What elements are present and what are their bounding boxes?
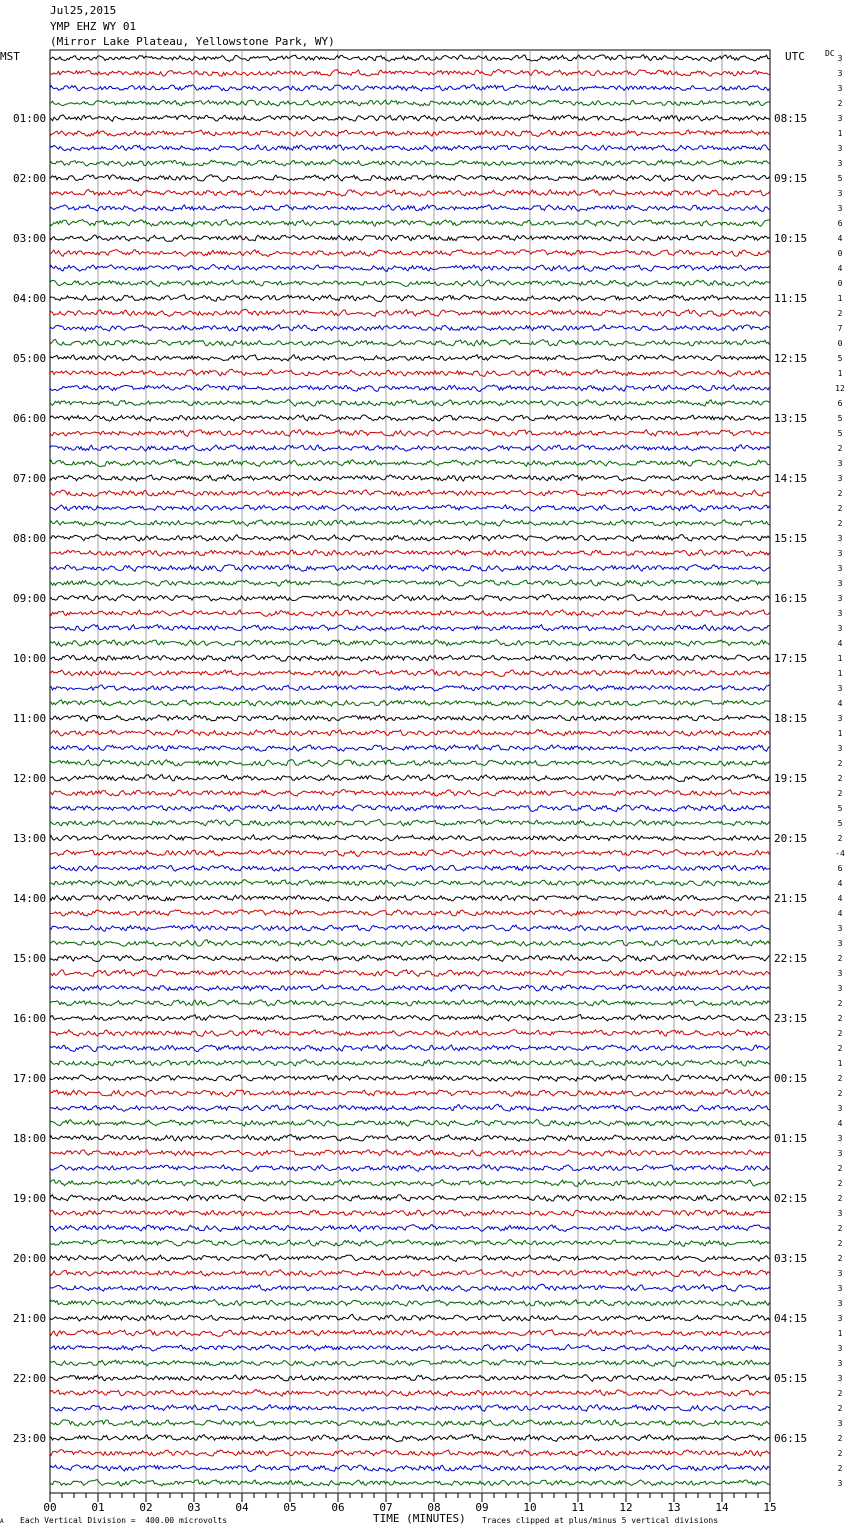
dc-offset-value: 2 [837, 954, 843, 963]
dc-offset-value: 2 [837, 834, 843, 843]
dc-label: DC [825, 49, 835, 58]
seismic-trace [50, 970, 770, 977]
hour-label-mst: 14:00 [13, 892, 47, 905]
hour-label-mst: 06:00 [13, 412, 47, 425]
seismic-trace [50, 1150, 770, 1157]
seismic-trace [50, 640, 770, 647]
seismic-trace [50, 309, 770, 316]
dc-offset-value: 5 [837, 804, 843, 813]
seismic-trace [50, 265, 770, 272]
dc-offset-value: 2 [837, 1389, 843, 1398]
seismic-trace [50, 655, 770, 662]
seismic-trace [50, 385, 770, 392]
seismic-trace [50, 1420, 770, 1426]
seismic-trace [50, 1330, 770, 1337]
dc-offset-value: 12 [835, 384, 845, 393]
seismic-trace [50, 1300, 770, 1306]
dc-offset-value: 2 [837, 1044, 843, 1053]
seismic-trace [50, 1240, 770, 1247]
seismic-trace [50, 55, 770, 62]
dc-offset-value: 1 [837, 1059, 843, 1068]
dc-offset-value: 3 [837, 924, 843, 933]
hour-label-mst: 17:00 [13, 1072, 47, 1085]
seismic-trace [50, 535, 770, 542]
hour-label-utc: 08:15 [774, 112, 808, 125]
hour-label-mst: 20:00 [13, 1252, 47, 1265]
x-axis-title: TIME (MINUTES) [373, 1512, 466, 1525]
x-tick-label: 11 [571, 1501, 585, 1514]
seismic-trace [50, 490, 770, 497]
dc-offset-value: 3 [837, 459, 843, 468]
dc-offset-value: 2 [837, 1254, 843, 1263]
seismic-trace [50, 1090, 770, 1097]
hour-label-utc: 23:15 [774, 1012, 808, 1025]
seismic-trace [50, 1000, 770, 1006]
x-tick-label: 12 [619, 1501, 633, 1514]
seismic-trace [50, 100, 770, 106]
dc-offset-value: 2 [837, 504, 843, 513]
x-tick-label: 01 [91, 1501, 105, 1514]
hour-label-utc: 01:15 [774, 1132, 808, 1145]
seismic-trace [50, 1375, 770, 1381]
hour-label-mst: 11:00 [13, 712, 47, 725]
dc-offset-value: 3 [837, 1359, 843, 1368]
x-tick-label: 09 [475, 1501, 489, 1514]
dc-offset-value: 1 [837, 129, 843, 138]
seismic-trace [50, 715, 770, 721]
dc-offset-value: 6 [837, 399, 843, 408]
seismic-trace [50, 1270, 770, 1277]
dc-offset-value: 2 [837, 1194, 843, 1203]
dc-offset-value: 3 [837, 684, 843, 693]
seismic-trace [50, 940, 770, 947]
hour-label-utc: 18:15 [774, 712, 808, 725]
seismic-trace [50, 610, 770, 616]
dc-offset-value: 5 [837, 354, 843, 363]
dc-offset-value: 4 [837, 894, 843, 903]
seismic-trace [50, 955, 770, 962]
dc-offset-value: 3 [837, 969, 843, 978]
seismic-trace [50, 565, 770, 572]
hour-label-utc: 19:15 [774, 772, 808, 785]
hour-label-mst: 23:00 [13, 1432, 47, 1445]
dc-offset-value: 3 [837, 1479, 843, 1488]
dc-offset-value: 3 [837, 1134, 843, 1143]
seismic-trace [50, 1314, 770, 1321]
seismic-trace [50, 145, 770, 151]
dc-offset-value: 3 [837, 1269, 843, 1278]
dc-offset-value: 2 [837, 1239, 843, 1248]
hour-label-utc: 21:15 [774, 892, 808, 905]
footer-mark: A [0, 1518, 4, 1525]
dc-offset-value: 3 [837, 1419, 843, 1428]
dc-offset-value: 3 [837, 594, 843, 603]
hour-label-utc: 13:15 [774, 412, 808, 425]
seismic-trace [50, 850, 770, 857]
x-tick-label: 02 [139, 1501, 153, 1514]
station-code: YMP EHZ WY 01 [50, 20, 137, 33]
seismic-trace [50, 369, 770, 376]
seismic-trace [50, 700, 770, 706]
seismic-trace [50, 1104, 770, 1111]
dc-offset-value: 3 [837, 1284, 843, 1293]
hour-label-utc: 06:15 [774, 1432, 808, 1445]
dc-offset-value: 3 [837, 1374, 843, 1383]
seismic-trace [50, 985, 770, 991]
hour-label-mst: 05:00 [13, 352, 47, 365]
x-tick-label: 04 [235, 1501, 249, 1514]
x-tick-label: 15 [763, 1501, 777, 1514]
seismic-trace [50, 1015, 770, 1021]
seismic-trace [50, 1255, 770, 1262]
seismic-trace [50, 1465, 770, 1472]
seismic-trace [50, 220, 770, 227]
dc-offset-value: 4 [837, 699, 843, 708]
seismic-trace [50, 339, 770, 346]
hour-label-mst: 02:00 [13, 172, 47, 185]
dc-offset-value: 2 [837, 99, 843, 108]
hour-label-mst: 15:00 [13, 952, 47, 965]
hour-label-mst: 12:00 [13, 772, 47, 785]
hour-label-mst: 18:00 [13, 1132, 47, 1145]
dc-offset-value: 4 [837, 234, 843, 243]
dc-offset-value: 3 [837, 474, 843, 483]
seismic-trace [50, 550, 770, 556]
dc-offset-value: 2 [837, 1074, 843, 1083]
dc-offset-value: 6 [837, 219, 843, 228]
seismic-trace [50, 595, 770, 602]
seismic-trace [50, 1435, 770, 1442]
dc-offset-value: 3 [837, 939, 843, 948]
hour-label-mst: 01:00 [13, 112, 47, 125]
dc-offset-value: 5 [837, 429, 843, 438]
seismic-trace [50, 775, 770, 782]
hour-label-mst: 08:00 [13, 532, 47, 545]
dc-offset-value: 3 [837, 549, 843, 558]
hour-label-utc: 12:15 [774, 352, 808, 365]
dc-offset-value: 2 [837, 1434, 843, 1443]
seismic-trace [50, 205, 770, 212]
dc-offset-value: 3 [837, 1299, 843, 1308]
hour-label-mst: 21:00 [13, 1312, 47, 1325]
seismic-trace [50, 295, 770, 302]
hour-label-mst: 04:00 [13, 292, 47, 305]
seismic-trace [50, 1075, 770, 1081]
plot-date: Jul25,2015 [50, 4, 117, 17]
seismic-trace [50, 280, 770, 287]
dc-offset-value: 4 [837, 909, 843, 918]
hour-label-mst: 19:00 [13, 1192, 47, 1205]
dc-offset-value: 3 [837, 189, 843, 198]
seismic-trace [50, 820, 770, 826]
hour-label-utc: 11:15 [774, 292, 808, 305]
seismic-trace [50, 355, 770, 361]
dc-offset-value: 2 [837, 444, 843, 453]
x-tick-label: 03 [187, 1501, 201, 1514]
hour-label-utc: 00:15 [774, 1072, 808, 1085]
seismic-trace [50, 1225, 770, 1232]
dc-offset-value: 4 [837, 879, 843, 888]
x-tick-label: 00 [43, 1501, 57, 1514]
seismic-trace [50, 685, 770, 691]
seismic-trace [50, 325, 770, 331]
seismic-trace [50, 910, 770, 916]
hour-label-mst: 22:00 [13, 1372, 47, 1385]
dc-offset-value: 2 [837, 1014, 843, 1023]
dc-offset-value: 3 [837, 1104, 843, 1113]
dc-offset-value: 2 [837, 1179, 843, 1188]
dc-offset-value: 2 [837, 789, 843, 798]
hour-label-mst: 16:00 [13, 1012, 47, 1025]
seismic-trace [50, 475, 770, 482]
hour-label-utc: 05:15 [774, 1372, 808, 1385]
seismic-trace [50, 400, 770, 406]
dc-offset-value: 0 [837, 249, 843, 258]
dc-offset-value: 6 [837, 864, 843, 873]
dc-offset-value: 3 [837, 624, 843, 633]
dc-offset-value: 3 [837, 114, 843, 123]
seismic-trace [50, 1480, 770, 1486]
seismic-trace [50, 1165, 770, 1172]
x-tick-label: 10 [523, 1501, 537, 1514]
x-tick-label: 08 [427, 1501, 441, 1514]
dc-offset-value: 1 [837, 654, 843, 663]
seismic-trace [50, 670, 770, 677]
seismic-trace [50, 895, 770, 901]
dc-offset-value: 3 [837, 69, 843, 78]
dc-offset-value: 3 [837, 609, 843, 618]
seismic-trace [50, 460, 770, 467]
seismic-trace [50, 1120, 770, 1127]
seismic-trace [50, 1360, 770, 1366]
dc-offset-value: 3 [837, 984, 843, 993]
seismic-trace [50, 505, 770, 512]
dc-offset-value: 1 [837, 294, 843, 303]
dc-offset-value: 3 [837, 714, 843, 723]
seismic-trace [50, 1135, 770, 1142]
seismic-trace [50, 415, 770, 421]
dc-offset-value: 2 [837, 1089, 843, 1098]
hour-label-utc: 04:15 [774, 1312, 808, 1325]
dc-offset-value: 3 [837, 204, 843, 213]
dc-offset-value: 3 [837, 1209, 843, 1218]
seismic-trace [50, 835, 770, 841]
hour-label-utc: 16:15 [774, 592, 808, 605]
dc-offset-value: 2 [837, 774, 843, 783]
seismic-trace [50, 789, 770, 796]
seismic-trace [50, 1030, 770, 1037]
seismic-trace [50, 805, 770, 812]
seismic-trace [50, 1344, 770, 1351]
dc-offset-value: 3 [837, 744, 843, 753]
seismic-trace [50, 1284, 770, 1291]
x-tick-label: 14 [715, 1501, 729, 1514]
dc-offset-value: 5 [837, 819, 843, 828]
dc-offset-value: 3 [837, 144, 843, 153]
right-timezone-label: UTC [785, 50, 805, 63]
seismic-trace [50, 580, 770, 586]
dc-offset-value: 0 [837, 339, 843, 348]
x-tick-label: 06 [331, 1501, 345, 1514]
dc-offset-value: 2 [837, 1224, 843, 1233]
dc-offset-value: 7 [837, 324, 843, 333]
hour-label-utc: 09:15 [774, 172, 808, 185]
clip-note: Traces clipped at plus/minus 5 vertical divisions [482, 1516, 719, 1525]
seismic-trace [50, 1195, 770, 1202]
seismic-trace [50, 625, 770, 631]
seismic-trace [50, 190, 770, 197]
dc-offset-value: 5 [837, 414, 843, 423]
dc-offset-value: 4 [837, 639, 843, 648]
dc-offset-value: 3 [837, 534, 843, 543]
hour-label-utc: 14:15 [774, 472, 808, 485]
dc-offset-value: 2 [837, 1449, 843, 1458]
hour-label-utc: 03:15 [774, 1252, 808, 1265]
x-tick-label: 07 [379, 1501, 393, 1514]
dc-offset-value: 4 [837, 1119, 843, 1128]
hour-label-mst: 07:00 [13, 472, 47, 485]
seismic-trace [50, 1405, 770, 1412]
seismic-trace [50, 1390, 770, 1396]
dc-offset-value: 0 [837, 279, 843, 288]
seismic-trace [50, 1060, 770, 1067]
dc-offset-value: 3 [837, 564, 843, 573]
dc-offset-value: 1 [837, 369, 843, 378]
dc-offset-value: 3 [837, 1344, 843, 1353]
seismic-trace [50, 445, 770, 452]
dc-offset-value: 3 [837, 159, 843, 168]
dc-offset-value: 2 [837, 1464, 843, 1473]
hour-label-mst: 09:00 [13, 592, 47, 605]
seismic-trace [50, 160, 770, 167]
dc-offset-value: 3 [837, 1314, 843, 1323]
scale-note: Each Vertical Division = 400.00 microvolts [20, 1516, 228, 1525]
hour-label-mst: 13:00 [13, 832, 47, 845]
hour-label-utc: 17:15 [774, 652, 808, 665]
seismic-trace [50, 925, 770, 931]
hour-label-utc: 02:15 [774, 1192, 808, 1205]
seismic-trace [50, 1210, 770, 1216]
dc-offset-value: 2 [837, 1029, 843, 1038]
seismic-trace [50, 745, 770, 751]
hour-label-utc: 15:15 [774, 532, 808, 545]
seismic-trace [50, 175, 770, 182]
dc-offset-value: 1 [837, 669, 843, 678]
dc-offset-value: 3 [837, 1149, 843, 1158]
dc-offset-value: 1 [837, 1329, 843, 1338]
seismic-trace [50, 250, 770, 257]
hour-label-mst: 03:00 [13, 232, 47, 245]
dc-offset-value: 2 [837, 309, 843, 318]
hour-label-utc: 22:15 [774, 952, 808, 965]
hour-label-utc: 10:15 [774, 232, 808, 245]
seismic-trace [50, 760, 770, 767]
seismic-trace [50, 865, 770, 871]
seismic-trace [50, 1180, 770, 1187]
seismic-trace [50, 235, 770, 242]
dc-offset-value: 2 [837, 519, 843, 528]
seismic-trace [50, 430, 770, 437]
dc-offset-value: 3 [837, 54, 843, 63]
dc-offset-value: 3 [837, 579, 843, 588]
x-tick-label: 05 [283, 1501, 297, 1514]
seismic-trace [50, 85, 770, 92]
seismic-trace [50, 115, 770, 121]
dc-offset-value: 2 [837, 1164, 843, 1173]
dc-offset-value: 1 [837, 729, 843, 738]
x-tick-label: 13 [667, 1501, 681, 1514]
dc-offset-value: 2 [837, 759, 843, 768]
station-location: (Mirror Lake Plateau, Yellowstone Park, WY) [50, 35, 335, 48]
dc-offset-value: 3 [837, 84, 843, 93]
seismic-trace [50, 1045, 770, 1052]
dc-offset-value: 2 [837, 1404, 843, 1413]
seismic-trace [50, 880, 770, 887]
seismic-trace [50, 70, 770, 77]
hour-label-mst: 10:00 [13, 652, 47, 665]
left-timezone-label: MST [0, 50, 20, 63]
dc-offset-value: 2 [837, 489, 843, 498]
seismic-trace [50, 1450, 770, 1457]
dc-offset-value: 4 [837, 264, 843, 273]
dc-offset-value: 5 [837, 174, 843, 183]
hour-label-utc: 20:15 [774, 832, 808, 845]
seismic-trace [50, 130, 770, 136]
seismic-trace [50, 520, 770, 526]
dc-offset-value: 2 [837, 999, 843, 1008]
seismic-trace [50, 730, 770, 736]
dc-offset-value: -4 [835, 849, 845, 858]
